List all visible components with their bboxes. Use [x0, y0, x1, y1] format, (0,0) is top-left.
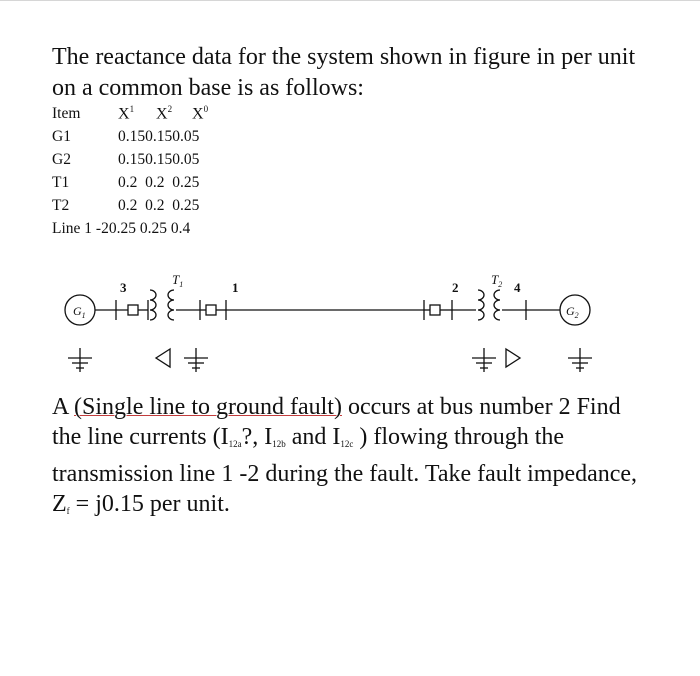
row-item: T2	[52, 196, 70, 214]
intro-line-2: on a common base is as follows:	[52, 75, 364, 101]
bus-4-label: 4	[514, 280, 521, 295]
table-row	[52, 148, 252, 171]
intro-text	[52, 42, 682, 104]
ground-t1	[184, 348, 208, 372]
intro-line-1: The reactance data for the system shown in figure in per unit	[52, 44, 636, 70]
ground-t2	[472, 348, 496, 372]
row-item: T1	[52, 173, 70, 191]
row-item: G1	[52, 127, 71, 145]
t1-label: $T_1$	[172, 272, 184, 289]
header-x1: $X^1$	[118, 103, 135, 123]
table-header-row	[52, 102, 252, 125]
row-line-values: Line 1 -20.25 0.25 0.4	[52, 219, 191, 237]
question-text	[52, 392, 692, 526]
question-line-1: A (Single line to ground fault) occurs at bus number 2 Find	[52, 394, 621, 420]
fault-type-underlined: (Single line to ground fault)	[74, 394, 342, 420]
header-x2: $X^2$	[156, 103, 173, 123]
row-item: G2	[52, 150, 71, 168]
header-x0: $X^0$	[192, 103, 209, 123]
row-values: 0.2 0.2 0.25	[118, 196, 200, 214]
bus-2-label: 2	[452, 280, 459, 295]
row-values: 0.2 0.2 0.25	[118, 173, 200, 191]
g1-label: $G_1$	[73, 304, 86, 320]
t2-label: $T_2$	[491, 272, 503, 289]
ground-g1	[68, 348, 92, 372]
g2-label: $G_2$	[566, 304, 579, 320]
row-values: 0.150.150.05	[118, 150, 200, 168]
question-line-4: $Z_f = j0.15$ per unit.	[52, 491, 230, 517]
table-row	[52, 217, 252, 240]
generator-g2-circle	[560, 295, 590, 325]
header-item: Item	[52, 104, 81, 122]
reactance-table	[52, 102, 252, 240]
question-line-2: the line currents ($I_{12a}$?, $I_{12b}$ and $I_{12c}$ ) flowing through the	[52, 424, 565, 450]
table-row	[52, 194, 252, 217]
table-row	[52, 171, 252, 194]
top-border	[0, 0, 700, 1]
single-line-diagram	[0, 262, 700, 392]
ground-g2	[568, 348, 592, 372]
bus-1-label: 1	[232, 280, 239, 295]
question-line-3: transmission line 1 -2 during the fault. Take fault impedance,	[52, 461, 638, 487]
delta-t1	[156, 349, 170, 367]
bus-3-label: 3	[120, 280, 127, 295]
table-row	[52, 125, 252, 148]
row-values: 0.150.150.05	[118, 127, 200, 145]
delta-t2	[506, 349, 520, 367]
